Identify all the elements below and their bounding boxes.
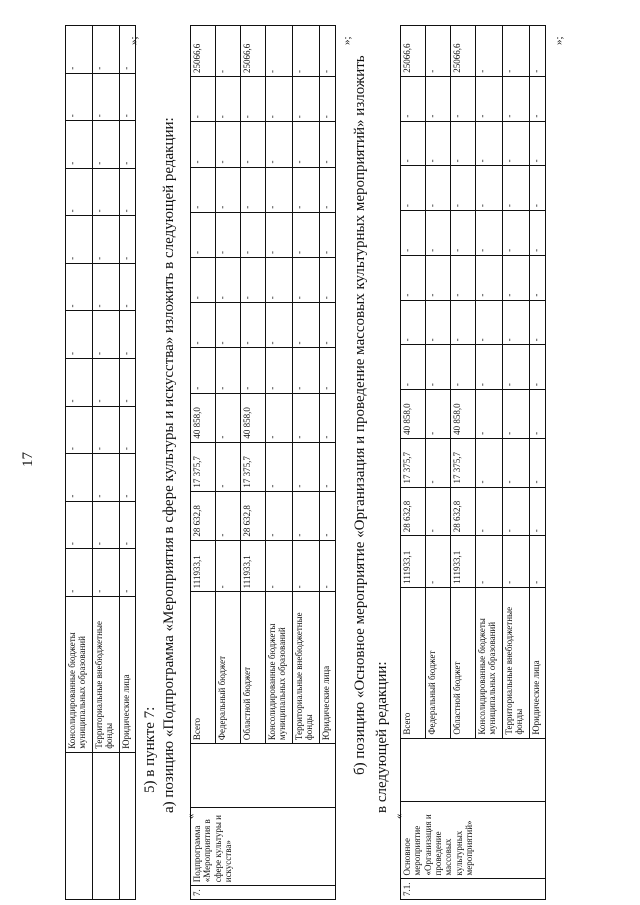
value-cell: -	[216, 540, 241, 592]
value-cell: -	[320, 540, 336, 592]
row-label: Территориальные внебюджетные фонды	[293, 592, 320, 744]
value-cell: -	[266, 212, 293, 257]
value-cell: -	[530, 438, 546, 487]
close-quote-top: »;	[128, 36, 140, 45]
value-cell: 111933,1	[451, 536, 476, 588]
value-cell: -	[476, 76, 503, 121]
value-cell: -	[216, 303, 241, 348]
item-a-text: а) позицию «Подпрограмма «Мероприятия в сфере культуры и искусства» изложить в следующей редакции:	[161, 117, 177, 813]
value-cell: -	[266, 26, 293, 77]
value-cell: -	[191, 303, 216, 348]
value-cell: 17 375,7	[191, 442, 216, 491]
value-cell: -	[426, 345, 451, 390]
value-cell: -	[120, 406, 136, 454]
value-cell: 17 375,7	[451, 438, 476, 487]
value-cell: -	[426, 438, 451, 487]
value-cell: -	[66, 406, 93, 454]
value-cell: -	[426, 536, 451, 588]
value-cell: -	[66, 168, 93, 216]
value-cell: -	[241, 167, 266, 212]
item-b-text-line2: в следующей редакции:	[374, 661, 390, 813]
empty-cell	[191, 744, 336, 808]
value-cell: -	[66, 121, 93, 169]
value-cell: 40 858,0	[401, 390, 426, 439]
value-cell: -	[293, 167, 320, 212]
row-label: Федеральный бюджет	[426, 587, 451, 738]
value-cell: -	[266, 540, 293, 592]
value-cell: -	[293, 303, 320, 348]
table-row	[93, 26, 120, 900]
value-cell: -	[530, 166, 546, 211]
row-label: Областной бюджет	[451, 587, 476, 738]
value-cell: -	[216, 212, 241, 257]
value-cell: -	[120, 26, 136, 74]
value-cell: -	[216, 393, 241, 442]
value-cell: -	[401, 121, 426, 166]
value-cell: -	[266, 167, 293, 212]
value-cell: -	[503, 390, 530, 439]
row-label: Юридические лица	[320, 592, 336, 744]
value-cell: -	[503, 487, 530, 536]
empty-cell	[401, 738, 546, 801]
value-cell: 40 858,0	[191, 393, 216, 442]
continued-table-body	[66, 26, 136, 900]
item-name: Подпрограмма «Мероприятия в сфере культуры и искусства»	[191, 808, 336, 886]
value-cell: -	[93, 121, 120, 169]
value-cell: -	[401, 300, 426, 345]
value-cell: -	[93, 501, 120, 549]
value-cell: -	[216, 26, 241, 77]
row-label: Территориальные внебюджетные фонды	[93, 596, 120, 752]
value-cell: -	[426, 26, 451, 77]
value-cell: -	[241, 212, 266, 257]
value-cell: -	[476, 487, 503, 536]
value-cell: -	[451, 76, 476, 121]
value-cell: -	[191, 167, 216, 212]
value-cell: 17 375,7	[401, 438, 426, 487]
value-cell: -	[476, 166, 503, 211]
value-cell: -	[320, 122, 336, 167]
value-cell: -	[476, 438, 503, 487]
value-cell: -	[66, 549, 93, 597]
open-quote-b: «	[393, 813, 405, 819]
value-cell: -	[293, 257, 320, 302]
open-quote-a: «	[185, 813, 197, 819]
value-cell: -	[503, 255, 530, 300]
value-cell: -	[93, 216, 120, 264]
value-cell: -	[266, 393, 293, 442]
value-cell: -	[503, 536, 530, 588]
value-cell: 28 632,8	[401, 487, 426, 536]
value-cell: -	[451, 211, 476, 256]
value-cell: -	[293, 442, 320, 491]
table-row	[120, 26, 136, 900]
row-label: Юридические лица	[120, 596, 136, 752]
value-cell: -	[320, 491, 336, 540]
value-cell: -	[293, 491, 320, 540]
row-label: Федеральный бюджет	[216, 592, 241, 744]
value-cell: 111933,1	[241, 540, 266, 592]
value-cell: -	[530, 211, 546, 256]
value-cell: -	[293, 122, 320, 167]
value-cell: 25066,6	[401, 26, 426, 77]
continued-table	[65, 25, 136, 900]
value-cell: -	[426, 211, 451, 256]
value-cell: -	[93, 73, 120, 121]
item-number: 7.	[191, 886, 336, 900]
value-cell: -	[451, 121, 476, 166]
value-cell: -	[451, 345, 476, 390]
value-cell: -	[503, 166, 530, 211]
value-cell: -	[241, 122, 266, 167]
value-cell: -	[530, 345, 546, 390]
value-cell: -	[293, 26, 320, 77]
item-b-text-line1: б) позицию «Основное мероприятие «Организация и проведение массовых культурных мероприятий» изложить	[352, 55, 368, 775]
value-cell: -	[530, 390, 546, 439]
value-cell: -	[66, 454, 93, 502]
value-cell: 28 632,8	[191, 491, 216, 540]
value-cell: -	[66, 73, 93, 121]
value-cell: -	[66, 26, 93, 74]
value-cell: -	[476, 211, 503, 256]
value-cell: -	[320, 77, 336, 122]
value-cell: -	[266, 257, 293, 302]
value-cell: -	[93, 311, 120, 359]
value-cell: -	[93, 454, 120, 502]
close-quote-b: »;	[553, 36, 565, 45]
value-cell: -	[66, 358, 93, 406]
value-cell: -	[93, 263, 120, 311]
row-label: Консолидированные бюджеты муниципальных образований	[66, 596, 93, 752]
value-cell: -	[426, 255, 451, 300]
value-cell: -	[320, 212, 336, 257]
value-cell: -	[120, 168, 136, 216]
value-cell: -	[426, 166, 451, 211]
value-cell: -	[266, 348, 293, 393]
value-cell: -	[476, 300, 503, 345]
value-cell: -	[426, 121, 451, 166]
value-cell: -	[93, 26, 120, 74]
item-name: Основное мероприятие «Организация и проведение массовых культурных мероприятий»	[401, 802, 546, 879]
row-label: Консолидированные бюджеты муниципальных образований	[266, 592, 293, 744]
main-event-table	[400, 25, 546, 900]
row-label: Консолидированные бюджеты муниципальных образований	[476, 587, 503, 738]
value-cell: -	[503, 438, 530, 487]
value-cell: -	[120, 263, 136, 311]
value-cell: -	[401, 76, 426, 121]
value-cell: -	[191, 348, 216, 393]
value-cell: -	[120, 121, 136, 169]
value-cell: -	[503, 300, 530, 345]
value-cell: -	[266, 77, 293, 122]
value-cell: -	[66, 501, 93, 549]
value-cell: -	[293, 77, 320, 122]
table-row	[66, 26, 93, 900]
item5-heading: 5) в пункте 7:	[142, 706, 158, 793]
page-number: 17	[20, 452, 36, 467]
value-cell: -	[216, 257, 241, 302]
value-cell: -	[66, 216, 93, 264]
empty-cell	[120, 752, 136, 899]
value-cell: -	[530, 26, 546, 77]
value-cell: -	[320, 303, 336, 348]
value-cell: -	[93, 358, 120, 406]
value-cell: -	[426, 390, 451, 439]
value-cell: -	[66, 263, 93, 311]
value-cell: -	[451, 166, 476, 211]
value-cell: -	[293, 540, 320, 592]
value-cell: -	[451, 300, 476, 345]
value-cell: -	[476, 121, 503, 166]
value-cell: -	[530, 300, 546, 345]
row-label: Территориальные внебюджетные фонды	[503, 587, 530, 738]
value-cell: -	[426, 487, 451, 536]
empty-cell	[66, 752, 93, 899]
value-cell: -	[216, 348, 241, 393]
item-number: 7.1.	[401, 879, 546, 900]
value-cell: -	[320, 442, 336, 491]
value-cell: -	[401, 255, 426, 300]
value-cell: -	[293, 348, 320, 393]
value-cell: -	[476, 255, 503, 300]
value-cell: -	[503, 211, 530, 256]
value-cell: -	[530, 255, 546, 300]
close-quote-a: »;	[341, 36, 353, 45]
value-cell: -	[120, 358, 136, 406]
value-cell: -	[320, 26, 336, 77]
value-cell: -	[266, 303, 293, 348]
value-cell: -	[266, 122, 293, 167]
row-label: Всего	[401, 587, 426, 738]
value-cell: -	[266, 442, 293, 491]
value-cell: -	[426, 300, 451, 345]
value-cell: -	[191, 212, 216, 257]
value-cell: -	[191, 122, 216, 167]
value-cell: -	[120, 311, 136, 359]
value-cell: -	[503, 76, 530, 121]
value-cell: -	[503, 345, 530, 390]
main-event-table-body	[401, 26, 546, 900]
empty-cell	[93, 752, 120, 899]
value-cell: -	[503, 26, 530, 77]
value-cell: -	[293, 393, 320, 442]
value-cell: -	[241, 77, 266, 122]
value-cell: -	[216, 77, 241, 122]
subprogram-table-body	[191, 26, 336, 900]
value-cell: -	[320, 393, 336, 442]
value-cell: -	[451, 255, 476, 300]
value-cell: -	[120, 549, 136, 597]
value-cell: 28 632,8	[451, 487, 476, 536]
value-cell: -	[216, 491, 241, 540]
row-label: Всего	[191, 592, 216, 744]
value-cell: -	[216, 442, 241, 491]
value-cell: -	[216, 167, 241, 212]
value-cell: -	[93, 406, 120, 454]
value-cell: -	[120, 454, 136, 502]
row-label: Юридические лица	[530, 587, 546, 738]
subprogram-table	[190, 25, 336, 900]
value-cell: -	[401, 211, 426, 256]
value-cell: -	[530, 121, 546, 166]
value-cell: -	[476, 536, 503, 588]
value-cell: -	[241, 257, 266, 302]
value-cell: 111933,1	[401, 536, 426, 588]
value-cell: 17 375,7	[241, 442, 266, 491]
value-cell: -	[93, 549, 120, 597]
value-cell: 40 858,0	[241, 393, 266, 442]
value-cell: -	[476, 345, 503, 390]
value-cell: -	[120, 73, 136, 121]
row-label: Областной бюджет	[241, 592, 266, 744]
value-cell: -	[293, 212, 320, 257]
value-cell: -	[120, 216, 136, 264]
value-cell: -	[530, 76, 546, 121]
value-cell: -	[66, 311, 93, 359]
value-cell: -	[476, 26, 503, 77]
value-cell: -	[191, 77, 216, 122]
value-cell: -	[216, 122, 241, 167]
value-cell: 25066,6	[241, 26, 266, 77]
table-row	[191, 26, 216, 900]
value-cell: -	[476, 390, 503, 439]
value-cell: 25066,6	[191, 26, 216, 77]
value-cell: -	[191, 257, 216, 302]
value-cell: -	[401, 345, 426, 390]
value-cell: -	[530, 536, 546, 588]
value-cell: -	[320, 348, 336, 393]
value-cell: -	[401, 166, 426, 211]
value-cell: 40 858,0	[451, 390, 476, 439]
value-cell: -	[320, 257, 336, 302]
table-row	[401, 26, 426, 900]
value-cell: -	[241, 348, 266, 393]
value-cell: -	[530, 487, 546, 536]
value-cell: 28 632,8	[241, 491, 266, 540]
value-cell: 25066,6	[451, 26, 476, 77]
value-cell: 111933,1	[191, 540, 216, 592]
value-cell: -	[93, 168, 120, 216]
value-cell: -	[503, 121, 530, 166]
value-cell: -	[266, 491, 293, 540]
value-cell: -	[426, 76, 451, 121]
value-cell: -	[241, 303, 266, 348]
value-cell: -	[320, 167, 336, 212]
value-cell: -	[120, 501, 136, 549]
